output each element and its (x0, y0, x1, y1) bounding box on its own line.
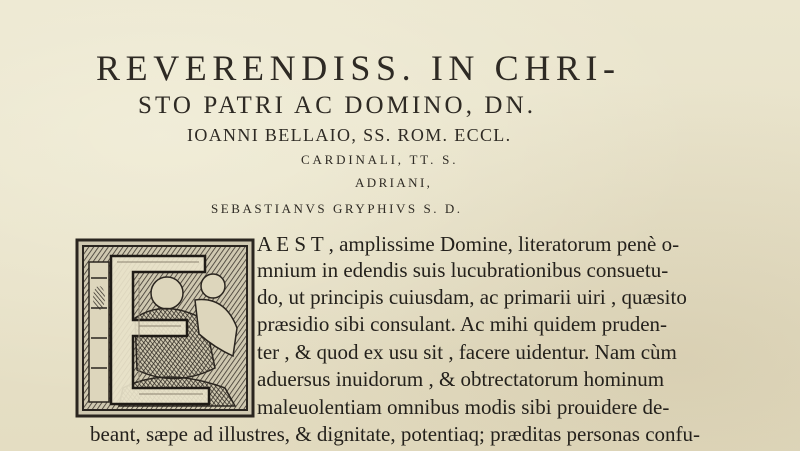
body-line-1: A E S T , amplissime Domine, literatorum penè o- (257, 232, 680, 256)
body-line-2: mnium in edendis suis lucubrationibus consuetu- (257, 258, 669, 282)
woodcut-illustration (75, 238, 255, 418)
body-line-5: ter , & quod ex usu sit , facere uidentur. Nam cùm (257, 340, 677, 364)
body-line-6: aduersus inuidorum , & obtrectatorum hominum (257, 367, 665, 391)
heading-line-3: IOANNI BELLAIO, SS. ROM. ECCL. (187, 125, 512, 145)
heading-line-1: REVERENDISS. IN CHRI- (96, 48, 621, 88)
heading-line-4: CARDINALI, TT. S. (301, 152, 459, 167)
body-line-3: do, ut principis cuiusdam, ac primarii uiri , quæsito (257, 285, 687, 309)
decorated-initial (75, 238, 255, 418)
heading-line-2: STO PATRI AC DOMINO, DN. (138, 92, 537, 119)
author-line: SEBASTIANVS GRYPHIVS S. D. (211, 201, 463, 216)
body-line-7: maleuolentiam omnibus modis sibi prouidere de- (257, 395, 670, 419)
heading-line-5: ADRIANI, (355, 175, 433, 190)
body-line-8: beant, sæpe ad illustres, & dignitate, potentiaq; præditas personas confu- (90, 422, 701, 446)
body-line-4: præsidio sibi consulant. Ac mihi quidem pruden- (257, 312, 668, 336)
